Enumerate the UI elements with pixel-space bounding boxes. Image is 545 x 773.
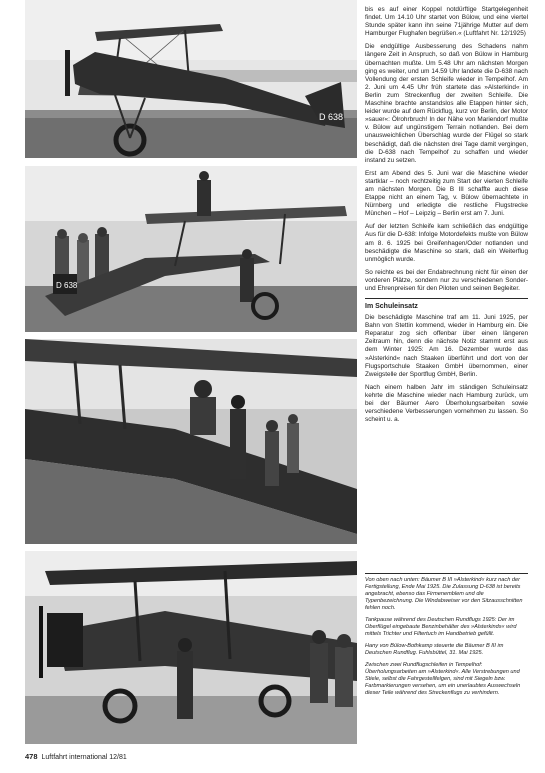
photo-caption: Zwischen zwei Rundflugschleifen in Tempelhof: Überholungsarbeiten am »Alsterkind«. Alle Verstrebungen und Stiele, selbst die Fahrgestellfelgen, sind mit Siegeln bzw. Farbmarkierungen versehen, um ein unerlaubtes Auswechseln dieser Teile während des Streckenflugs zu verhindern. [365,662,521,696]
article-text-column [365,6,528,429]
photo-pilot-in-cockpit [25,339,357,544]
photo-1-image [25,0,357,158]
photo-caption: Von oben nach unten: Bäumer B III »Alsterkind« kurz nach der Fertigstellung, Ende Mai 1925. Die Zulassung D-638 ist bereits angebracht, ebenso das Firmenemblem und die Typenbezeichnung. Die Windabweiser vor den Sitzausschnitten fehlen noch. [365,577,523,611]
photo-captions [365,573,528,702]
registration-mark: D 638 [319,112,344,122]
photo-refuelling-stop [25,166,357,332]
photo-3-image [25,339,357,544]
photo-4-image [25,551,357,744]
article-paragraph: Erst am Abend des 5. Juni war die Maschine wieder startklar – noch rechtzeitig zum Start der vierten Schleife am nächsten Morgen. Die B III schaffte auch diese Etappe nicht an einem Tag, v. Bülow übernachtete in Nürnberg und erledigte die restliche Flugstrecke München – Hof – Leipzig – Berlin erst am 7. Juni. [365,169,528,218]
article-paragraph: bis es auf einer Koppel notdürftige Startgelegenheit findet. Um 14.10 Uhr startet von Bülow, und eine viertel Stunde später kann ihn seine 71jährige Mutter auf dem Hamburger Flughafen begrüßen.« (Luftfahrt Nr. 12/1925) [365,6,528,38]
article-paragraph: Die endgültige Ausbesserung des Schadens nahm längere Zeit in Anspruch, so daß von Bülow in Hamburg übernachten mußte. Um 5.48 Uhr am nächsten Morgen ging es weiter, und um 14.59 Uhr landete die D-638 nach Vollendung der ersten Schleife wieder in Tempelhof. Am 2. Juni um 4.45 Uhr früh startete das »Alsterkind« in Berlin zum Streckenflug der zweiten Schleife. Die Maschine brachte anstandslos alle Etappen hinter sich, leider wurde auf dem Rückflug, kurz vor Berlin, der Motor »sauer«: Ölrohrbruch! In der Nähe von Mariendorf mußte v. Bülow auf ungünstigem Terrain notlanden. Bei dem unausweichlichen Überschlag wurde der Flügel so stark beschädigt, daß die nächsten drei Tage damit vergingen, die D-638 nach Tempelhof zu schaffen und wieder instand zu setzen. [365,43,528,164]
article-paragraph: Auf der letzten Schleife kam schließlich das endgültige Aus für die D-638: Infolge Motordefekts mußte von Bülow am 8. 6. 1925 bei Greifenhagen/Oder notlanden und beschädigte die Maschine so stark, daß ein Weiterflug unmöglich wurde. [365,223,528,263]
section-divider [365,298,528,299]
photo-caption: Hany von Bülow-Bothkamp steuerte die Bäumer B III im Deutschen Rundflug. Fuhlsbüttel, 31. Mai 1925. [365,643,504,656]
page-number: 478 [25,752,38,761]
article-paragraph: So reichte es bei der Endabrechnung nicht für einen der vorderen Plätze, sondern nur zu verschiedenen Sonder- und Ehrenpreisen für den Piloten und seinen Begleiter. [365,268,528,292]
registration-mark: D 638 [56,281,78,290]
photo-overhaul-work [25,551,357,744]
page-footer [25,752,127,762]
section-heading: Im Schuleinsatz [365,303,418,311]
publication-name: Luftfahrt international 12/81 [41,754,127,761]
photo-biplane-after-completion [25,0,357,158]
article-paragraph: Nach einem halben Jahr im ständigen Schuleinsatz kehrte die Maschine wieder nach Hamburg zurück, um bei der Bäumer Aero Überholungsarbeiten sowie verschiedene Verbesserungen vornehmen zu lassen. So scheint u. a. [365,383,528,424]
photo-caption: Tankpause während des Deutschen Rundflugs 1925: Der im Oberflügel eingebaute Benzinbehälter des »Alsterkinds« wird mittels Trichter und Filtertuch im Handbetrieb gefüllt. [365,617,517,637]
article-paragraph: Die beschädigte Maschine traf am 11. Juni 1925, per Bahn von Stettin kommend, wieder in Hamburg ein. Die Reparatur zog sich offenbar über einen längeren Zeitraum hin, denn die nächste Notiz stammt erst aus dem Winter 1925: Am 16. Dezember wurde das »Alsterkind« nach Staaken überführt und dort von der Flugsportschule Staaken GmbH übernommen, einer Zweigstelle der Sportflug GmbH, Berlin. [365,314,528,378]
photo-2-image [25,166,357,332]
